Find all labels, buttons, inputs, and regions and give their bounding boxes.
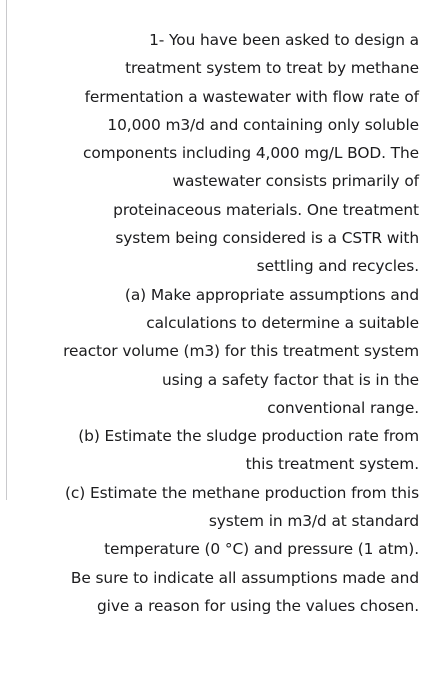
closing-line-2: give a reason for using the values chosen. <box>97 596 419 615</box>
problem-line-8: system being considered is a CSTR with <box>115 229 419 248</box>
part-c-line-1: (c) Estimate the methane production from this <box>64 483 419 502</box>
part-a-line-5: conventional range. <box>267 398 419 417</box>
part-c-line-3: temperature (0 °C) and pressure (1 atm). <box>104 540 419 559</box>
part-b-line-2: this treatment system. <box>245 455 419 474</box>
problem-line-2: treatment system to treat by methane <box>125 59 419 78</box>
problem-line-3: fermentation a wastewater with flow rate of <box>84 87 419 106</box>
problem-line-6: wastewater consists primarily of <box>172 172 419 191</box>
left-margin-rule <box>6 0 7 500</box>
problem-statement <box>9 26 419 620</box>
problem-line-4: 10,000 m3/d and containing only soluble <box>107 115 419 134</box>
problem-line-5: components including 4,000 mg/L BOD. The <box>83 144 419 163</box>
problem-line-1: 1- You have been asked to design a <box>149 31 419 49</box>
part-a-line-3: reactor volume (m3) for this treatment system <box>63 342 419 361</box>
part-a-line-4: using a safety factor that is in the <box>161 370 419 389</box>
part-b-line-1: (b) Estimate the sludge production rate from <box>78 427 419 446</box>
part-a-line-2: calculations to determine a suitable <box>146 313 419 332</box>
closing-line-1: Be sure to indicate all assumptions made and <box>70 568 419 587</box>
problem-line-7: proteinaceous materials. One treatment <box>113 200 419 219</box>
part-c-line-2: system in m3/d at standard <box>208 512 419 531</box>
problem-line-9: settling and recycles. <box>256 257 419 276</box>
part-a-line-1: (a) Make appropriate assumptions and <box>124 285 419 304</box>
